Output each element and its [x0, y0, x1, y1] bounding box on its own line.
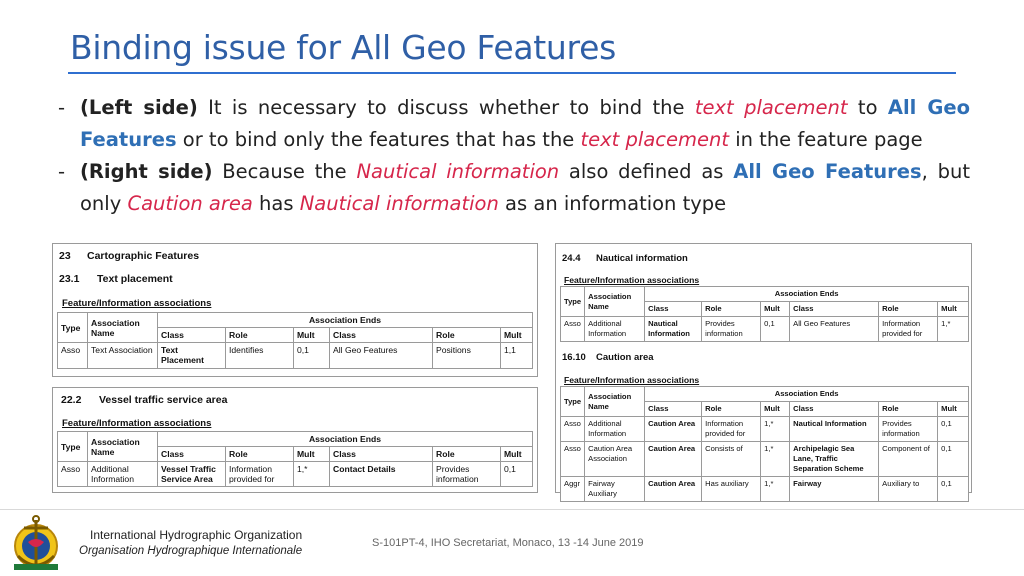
table-cell: 1,*: [761, 417, 790, 442]
association-table: [57, 431, 533, 487]
panel-nautical-caution: [555, 243, 972, 498]
section-heading: [562, 253, 688, 264]
bullet-highlight: text placement: [580, 128, 729, 151]
association-table: [560, 386, 969, 502]
table-cell: Identifies: [226, 343, 294, 369]
col-header: Role: [433, 447, 501, 462]
table-cell: 0,1: [938, 477, 969, 502]
association-table: [560, 286, 969, 342]
col-header: Association Name: [585, 387, 645, 417]
table-cell: 1,*: [294, 462, 330, 487]
iho-logo-icon: [8, 512, 64, 574]
table-cell: Caution Area: [645, 417, 702, 442]
table-cell: 0,1: [501, 462, 533, 487]
section-number: 16.10: [562, 352, 586, 363]
table-cell: 1,*: [761, 442, 790, 477]
col-header: Association Name: [88, 432, 158, 462]
bullet-highlight: All Geo Features: [80, 96, 970, 151]
table-cell: Asso: [561, 442, 585, 477]
table-cell: Archipelagic Sea Lane, Traffic Separation Scheme: [790, 442, 879, 477]
col-header: Role: [879, 302, 938, 317]
col-header: Mult: [294, 328, 330, 343]
col-header: Class: [158, 328, 226, 343]
org-name-en: International Hydrographic Organization: [90, 528, 303, 542]
col-header: Mult: [761, 402, 790, 417]
table-cell: All Geo Features: [330, 343, 433, 369]
col-header: Type: [58, 432, 88, 462]
bullet-highlight: Caution area: [127, 192, 253, 215]
section-number: 23.1: [59, 273, 80, 285]
col-header: Class: [790, 402, 879, 417]
table-cell: Asso: [561, 417, 585, 442]
col-header: Association Ends: [645, 387, 969, 402]
bullet-dash: -: [58, 96, 66, 119]
table-cell: Provides information: [433, 462, 501, 487]
bullet-text: , but only: [80, 160, 970, 215]
table-cell: Caution Area Association: [585, 442, 645, 477]
table-row: [561, 317, 969, 342]
table-cell: Text Association: [88, 343, 158, 369]
col-header: Mult: [294, 447, 330, 462]
col-header: Class: [330, 328, 433, 343]
table-cell: 0,1: [938, 417, 969, 442]
bullet-text: or to bind only the features that has the: [176, 128, 581, 151]
table-cell: Nautical Information: [790, 417, 879, 442]
section-title: Nautical information: [596, 253, 688, 264]
col-header: Mult: [501, 447, 533, 462]
col-header: Type: [58, 313, 88, 343]
panel-text-placement: [52, 243, 538, 377]
section-heading: [59, 273, 173, 285]
section-number: 24.4: [562, 253, 581, 264]
table-cell: Fairway Auxiliary: [585, 477, 645, 502]
title-underline: [68, 72, 956, 74]
col-header: Role: [226, 328, 294, 343]
table-cell: 1,*: [761, 477, 790, 502]
bullet-lead: (Right side): [80, 160, 213, 183]
table-cell: Aggr: [561, 477, 585, 502]
table-cell: Vessel Traffic Service Area: [158, 462, 226, 487]
table-cell: Additional Information: [585, 317, 645, 342]
bullet-highlight: All Geo Features: [733, 160, 922, 183]
bullet-text: has: [252, 192, 300, 215]
table-cell: Asso: [58, 343, 88, 369]
table-cell: 1,1: [501, 343, 533, 369]
bullet-highlight: Nautical information: [356, 160, 560, 183]
col-header: Class: [645, 402, 702, 417]
col-header: Role: [702, 302, 761, 317]
col-header: Role: [879, 402, 938, 417]
table-cell: 0,1: [938, 442, 969, 477]
col-header: Class: [158, 447, 226, 462]
table-row: [561, 417, 969, 442]
panel-vessel-traffic: [52, 387, 538, 493]
table-cell: Information provided for: [226, 462, 294, 487]
table-cell: Component of: [879, 442, 938, 477]
bullet-left-side: [58, 92, 970, 156]
col-header: Association Ends: [645, 287, 969, 302]
bullet-text: It is necessary to discuss whether to bind the: [197, 96, 695, 119]
table-cell: Asso: [58, 462, 88, 487]
table-cell: Information provided for: [879, 317, 938, 342]
col-header: Role: [433, 328, 501, 343]
col-header: Role: [702, 402, 761, 417]
table-cell: Additional Information: [585, 417, 645, 442]
table-row: [58, 462, 533, 487]
table-cell: 1,*: [938, 317, 969, 342]
col-header: Association Name: [88, 313, 158, 343]
bullet-text: as an information type: [498, 192, 727, 215]
col-header: Class: [790, 302, 879, 317]
bullet-list: [58, 92, 970, 220]
col-header: Mult: [938, 302, 969, 317]
table-caption: Feature/Information associations: [62, 298, 212, 309]
bullet-text: to: [847, 96, 888, 119]
section-number: 22.2: [61, 394, 82, 406]
table-row: [561, 442, 969, 477]
table-cell: Fairway: [790, 477, 879, 502]
table-caption: Feature/Information associations: [564, 275, 700, 285]
section-title: Text placement: [97, 273, 173, 285]
table-caption: Feature/Information associations: [564, 375, 700, 385]
section-title: Cartographic Features: [87, 250, 200, 262]
bullet-text: Because the: [212, 160, 357, 183]
section-heading: [61, 394, 227, 406]
page-title: Binding issue for All Geo Features: [70, 28, 616, 67]
table-cell: 0,1: [294, 343, 330, 369]
col-header: Mult: [761, 302, 790, 317]
section-heading: [59, 250, 199, 262]
col-header: Class: [645, 302, 702, 317]
section-title: Vessel traffic service area: [99, 394, 228, 406]
table-caption: Feature/Information associations: [62, 418, 212, 429]
meeting-info: S-101PT-4, IHO Secretariat, Monaco, 13 -14 June 2019: [372, 537, 644, 549]
table-row: [58, 343, 533, 369]
table-cell: Auxiliary to: [879, 477, 938, 502]
bullet-highlight: Nautical information: [299, 192, 499, 215]
col-header: Association Name: [585, 287, 645, 317]
section-title: Caution area: [596, 352, 654, 363]
table-cell: Asso: [561, 317, 585, 342]
org-name-fr: Organisation Hydrographique Internationale: [79, 545, 303, 557]
col-header: Class: [330, 447, 433, 462]
table-cell: 0,1: [761, 317, 790, 342]
table-cell: Provides information: [702, 317, 761, 342]
bullet-lead: (Left side): [80, 96, 198, 119]
association-table: [57, 312, 533, 369]
bullet-dash: -: [58, 160, 66, 183]
col-header: Role: [226, 447, 294, 462]
table-cell: All Geo Features: [790, 317, 879, 342]
col-header: Mult: [501, 328, 533, 343]
bullet-right-side: [58, 156, 970, 220]
table-cell: Text Placement: [158, 343, 226, 369]
table-cell: Information provided for: [702, 417, 761, 442]
col-header: Association Ends: [158, 432, 533, 447]
table-cell: Caution Area: [645, 477, 702, 502]
col-header: Association Ends: [158, 313, 533, 328]
table-cell: Contact Details: [330, 462, 433, 487]
table-row: [561, 477, 969, 502]
table-cell: Has auxiliary: [702, 477, 761, 502]
bullet-text: in the feature page: [729, 128, 923, 151]
col-header: Type: [561, 387, 585, 417]
table-cell: Additional Information: [88, 462, 158, 487]
section-heading: [562, 352, 654, 363]
table-cell: Caution Area: [645, 442, 702, 477]
table-cell: Provides information: [879, 417, 938, 442]
table-cell: Positions: [433, 343, 501, 369]
col-header: Type: [561, 287, 585, 317]
bullet-text: also defined as: [559, 160, 734, 183]
table-cell: Consists of: [702, 442, 761, 477]
col-header: Mult: [938, 402, 969, 417]
footer-divider: [0, 509, 1024, 510]
bullet-highlight: text placement: [694, 96, 848, 119]
section-number: 23: [59, 250, 71, 262]
table-cell: Nautical Information: [645, 317, 702, 342]
